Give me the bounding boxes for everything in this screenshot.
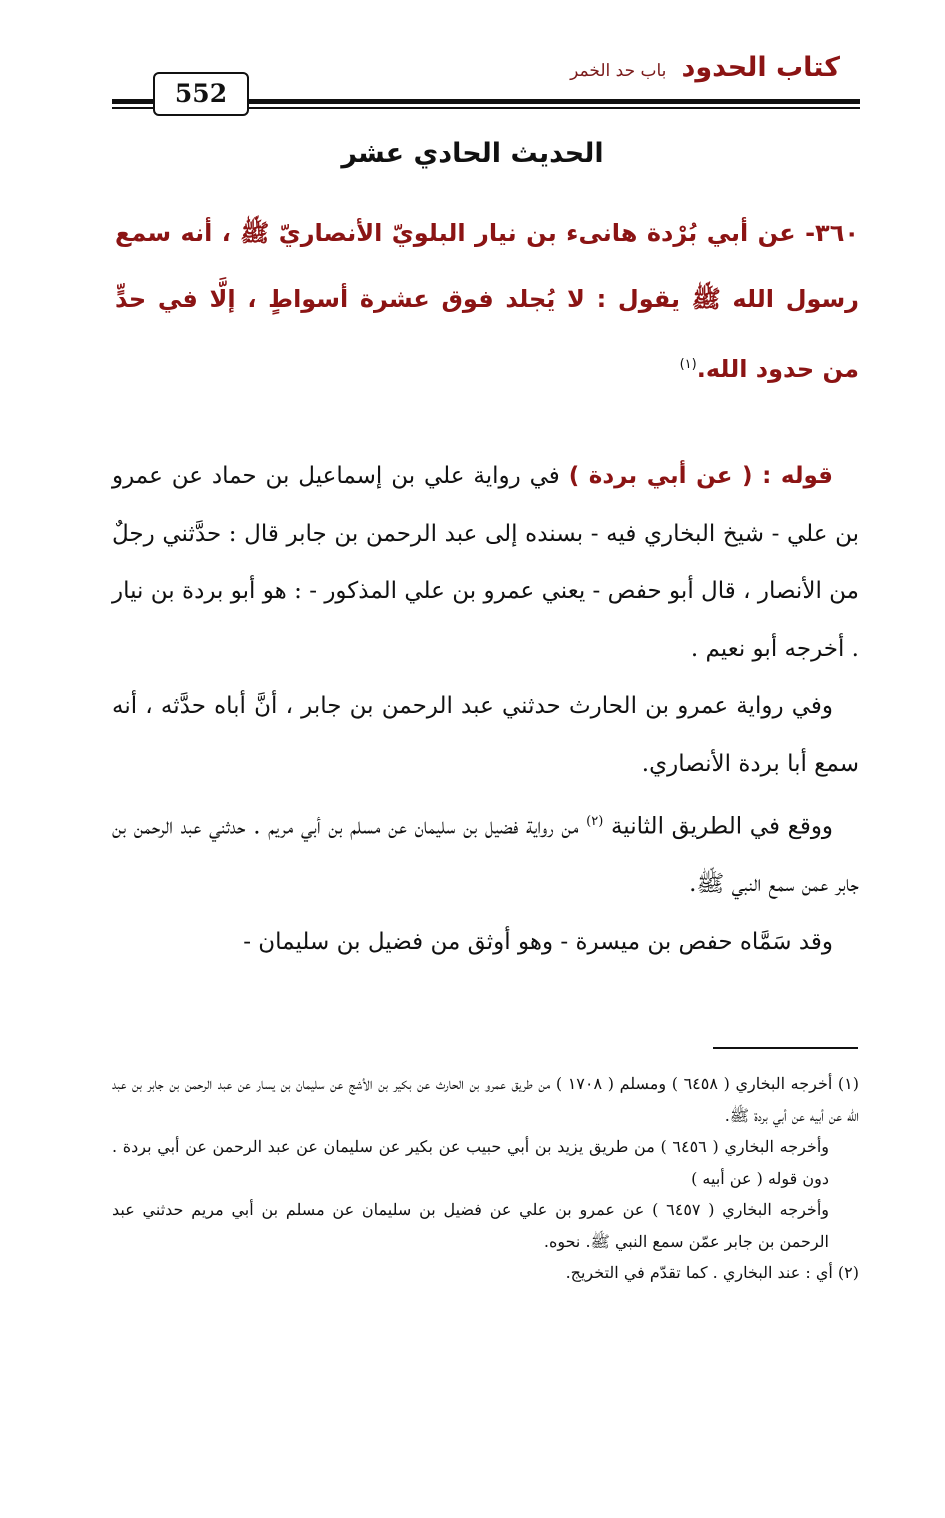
section-title: الحديث الحادي عشر	[341, 138, 604, 169]
commentary-paragraph-2: وفي رواية عمرو بن الحارث حدثني عبد الرحمن بن جابر ، أنَّ أباه حدَّثه ، أنه سمع أبا بردة الأنصاري.	[112, 693, 859, 777]
commentary-lead: قوله : ( عن أبي بردة )	[568, 463, 833, 489]
footnote-ref-2[interactable]: (٢)	[586, 814, 604, 829]
commentary-text: من رواية فضيل بن سليمان عن مسلم بن أبي مريم . حدثني عبد الرحمن بن جابر عمن سمع النبي ﷺ.	[112, 813, 859, 898]
book-title: كتاب الحدود	[681, 52, 840, 83]
commentary-text: في رواية علي بن إسماعيل بن حماد عن عمرو بن علي - شيخ البخاري فيه - بسنده إلى عبد الرحمن بن جابر قال : حدَّثني رجلٌ من الأنصار ، قال أبو حفص - يعني عمرو بن علي المذكور - : هو أبو بردة بن نيار . أخرجه أبو نعيم .	[112, 463, 859, 662]
chapter-title: باب حد الخمر	[570, 61, 667, 81]
commentary	[112, 448, 859, 971]
footnote-1-continued: وأخرجه البخاري ( ٦٤٥٦ ) من طريق يزيد بن أبي حبيب عن بكير عن سليمان عن عبد الرحمن عن أبي بردة . دون قوله ( عن أبيه )	[112, 1137, 829, 1188]
commentary-paragraph-1	[112, 448, 859, 678]
footnote-separator	[713, 1047, 858, 1049]
hadith-text	[115, 200, 859, 402]
commentary-paragraph-4: وقد سَمَّاه حفص بن ميسرة - وهو أوثق من فضيل بن سليمان -	[243, 928, 833, 955]
commentary-paragraph-3	[112, 793, 859, 914]
footnote-1: (١) أخرجه البخاري ( ٦٤٥٨ ) ومسلم ( ١٧٠٨ ) من طريق عمرو بن الحارث عن بكير بن الأشج عن سليمان بن يسار عن عبد الرحمن بن جابر بن عبد الله عن أبيه عن أبي بردة ﷺ.	[112, 1074, 860, 1125]
running-header	[570, 52, 840, 83]
footnote-2: (٢) أي : عند البخاري . كما تقدّم في التخريج.	[565, 1263, 859, 1282]
hadith-body: ٣٦٠- عن أبي بُرْدة هانىء بن نيار البلويّ الأنصاريّ ﷺ ، أنه سمع رسول الله ﷺ يقول : لا يُجلد فوق عشرة أسواطٍ ، إلَّا في حدٍّ من حدود الله.	[115, 219, 859, 383]
footnotes	[112, 1068, 859, 1289]
commentary-text: ووقع في الطريق الثانية	[610, 813, 834, 840]
footnote-1-continued: وأخرجه البخاري ( ٦٤٥٧ ) عن عمرو بن علي عن فضيل بن سليمان عن مسلم بن أبي مريم حدثني عبد الرحمن بن جابر عمّن سمع النبي ﷺ. نحوه.	[112, 1200, 829, 1251]
page-number: 552	[153, 72, 249, 116]
footnote-ref-1[interactable]: (١)	[679, 357, 697, 372]
